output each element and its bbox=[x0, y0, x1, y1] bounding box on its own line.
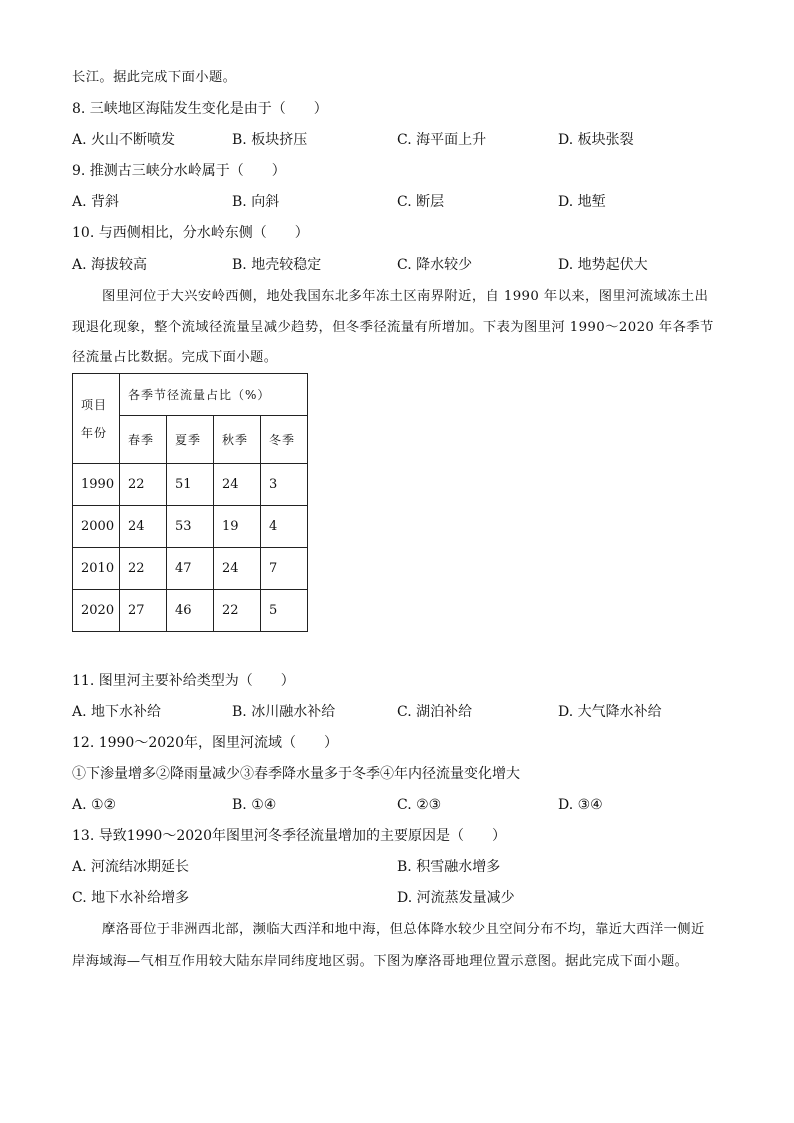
question-8-options bbox=[72, 130, 732, 150]
question-11-stem: 11. 图里河主要补给类型为（ ） bbox=[72, 673, 295, 689]
passage-tuli-line-3: 径流量占比数据。完成下面小题。 bbox=[72, 350, 278, 365]
value-cell: 22 bbox=[120, 548, 167, 590]
value-cell: 24 bbox=[120, 506, 167, 548]
option-c[interactable]: C. ②③ bbox=[397, 797, 442, 813]
question-13-options-row-1 bbox=[72, 857, 732, 877]
value-cell: 24 bbox=[214, 548, 261, 590]
passage-tuli-line-2: 现退化现象，整个流域径流量呈减少趋势，但冬季径流量有所增加。下表为图里河 1990～2020 年各季节 bbox=[72, 320, 714, 335]
value-cell: 5 bbox=[261, 590, 308, 632]
table-row bbox=[73, 548, 308, 590]
option-b[interactable]: B. ①④ bbox=[232, 797, 277, 813]
year-cell: 2020 bbox=[73, 590, 120, 632]
question-12-options bbox=[72, 795, 732, 815]
option-c[interactable]: C. 海平面上升 bbox=[397, 132, 487, 148]
value-cell: 27 bbox=[120, 590, 167, 632]
question-13-stem: 13. 导致1990～2020年图里河冬季径流量增加的主要原因是（ ） bbox=[72, 828, 506, 844]
year-cell: 2000 bbox=[73, 506, 120, 548]
option-c[interactable]: C. 湖泊补给 bbox=[397, 704, 473, 720]
question-8-stem: 8. 三峡地区海陆发生变化是由于（ ） bbox=[72, 101, 328, 117]
option-b[interactable]: B. 向斜 bbox=[232, 194, 280, 210]
option-b[interactable]: B. 地壳较稳定 bbox=[232, 257, 322, 273]
passage-morocco-line-2: 岸海域海—气相互作用较大陆东岸同纬度地区弱。下图为摩洛哥地理位置示意图。据此完成下面小题。 bbox=[72, 954, 689, 969]
passage-tuli-line-1: 图里河位于大兴安岭西侧，地处我国东北多年冻土区南界附近，自 1990 年以来，图里河流域冻土出 bbox=[102, 289, 709, 304]
value-cell: 4 bbox=[261, 506, 308, 548]
option-c[interactable]: C. 断层 bbox=[397, 194, 445, 210]
value-cell: 51 bbox=[167, 464, 214, 506]
option-c[interactable]: C. 降水较少 bbox=[397, 257, 473, 273]
runoff-share-table bbox=[72, 373, 308, 632]
option-c[interactable]: C. 地下水补给增多 bbox=[72, 890, 190, 906]
question-9-stem: 9. 推测古三峡分水岭属于（ ） bbox=[72, 163, 286, 179]
value-cell: 47 bbox=[167, 548, 214, 590]
table-row bbox=[73, 506, 308, 548]
column-header: 夏季 bbox=[167, 416, 214, 464]
table-row bbox=[73, 464, 308, 506]
option-b[interactable]: B. 冰川融水补给 bbox=[232, 704, 336, 720]
option-a[interactable]: A. ①② bbox=[72, 797, 117, 813]
question-11-options bbox=[72, 702, 732, 722]
corner-bottom-label: 年份 bbox=[81, 425, 108, 440]
value-cell: 22 bbox=[214, 590, 261, 632]
year-cell: 1990 bbox=[73, 464, 120, 506]
passage-intro-tail: 长江。据此完成下面小题。 bbox=[72, 70, 237, 85]
option-d[interactable]: D. ③④ bbox=[558, 797, 603, 813]
option-d[interactable]: D. 河流蒸发量减少 bbox=[397, 890, 515, 906]
table-row bbox=[73, 590, 308, 632]
column-header: 冬季 bbox=[261, 416, 308, 464]
value-cell: 53 bbox=[167, 506, 214, 548]
question-12-stem: 12. 1990～2020年，图里河流域（ ） bbox=[72, 735, 338, 751]
question-13-options-row-2 bbox=[72, 888, 732, 908]
question-12-statement: ①下渗量增多②降雨量减少③春季降水量多于冬季④年内径流量变化增大 bbox=[72, 766, 520, 782]
option-d[interactable]: D. 地势起伏大 bbox=[558, 257, 648, 273]
option-a[interactable]: A. 背斜 bbox=[72, 194, 120, 210]
option-b[interactable]: B. 板块挤压 bbox=[232, 132, 308, 148]
value-cell: 46 bbox=[167, 590, 214, 632]
value-cell: 22 bbox=[120, 464, 167, 506]
corner-top-label: 项目 bbox=[81, 397, 108, 412]
option-d[interactable]: D. 板块张裂 bbox=[558, 132, 634, 148]
passage-morocco-line-1: 摩洛哥位于非洲西北部，濒临大西洋和地中海，但总体降水较少且空间分布不均，靠近大西洋一侧近 bbox=[102, 922, 705, 937]
option-d[interactable]: D. 大气降水补给 bbox=[558, 704, 662, 720]
year-cell: 2010 bbox=[73, 548, 120, 590]
value-cell: 3 bbox=[261, 464, 308, 506]
question-9-options bbox=[72, 192, 732, 212]
option-a[interactable]: A. 火山不断喷发 bbox=[72, 132, 176, 148]
group-header: 各季节径流量占比（%） bbox=[120, 374, 308, 416]
option-b[interactable]: B. 积雪融水增多 bbox=[397, 859, 501, 875]
column-header: 春季 bbox=[120, 416, 167, 464]
column-header: 秋季 bbox=[214, 416, 261, 464]
table-corner-cell bbox=[73, 374, 120, 464]
value-cell: 7 bbox=[261, 548, 308, 590]
option-a[interactable]: A. 海拔较高 bbox=[72, 257, 148, 273]
value-cell: 19 bbox=[214, 506, 261, 548]
option-d[interactable]: D. 地堑 bbox=[558, 194, 606, 210]
question-10-stem: 10. 与西侧相比，分水岭东侧（ ） bbox=[72, 225, 309, 241]
option-a[interactable]: A. 河流结冰期延长 bbox=[72, 859, 190, 875]
option-a[interactable]: A. 地下水补给 bbox=[72, 704, 162, 720]
question-10-options bbox=[72, 255, 732, 275]
value-cell: 24 bbox=[214, 464, 261, 506]
